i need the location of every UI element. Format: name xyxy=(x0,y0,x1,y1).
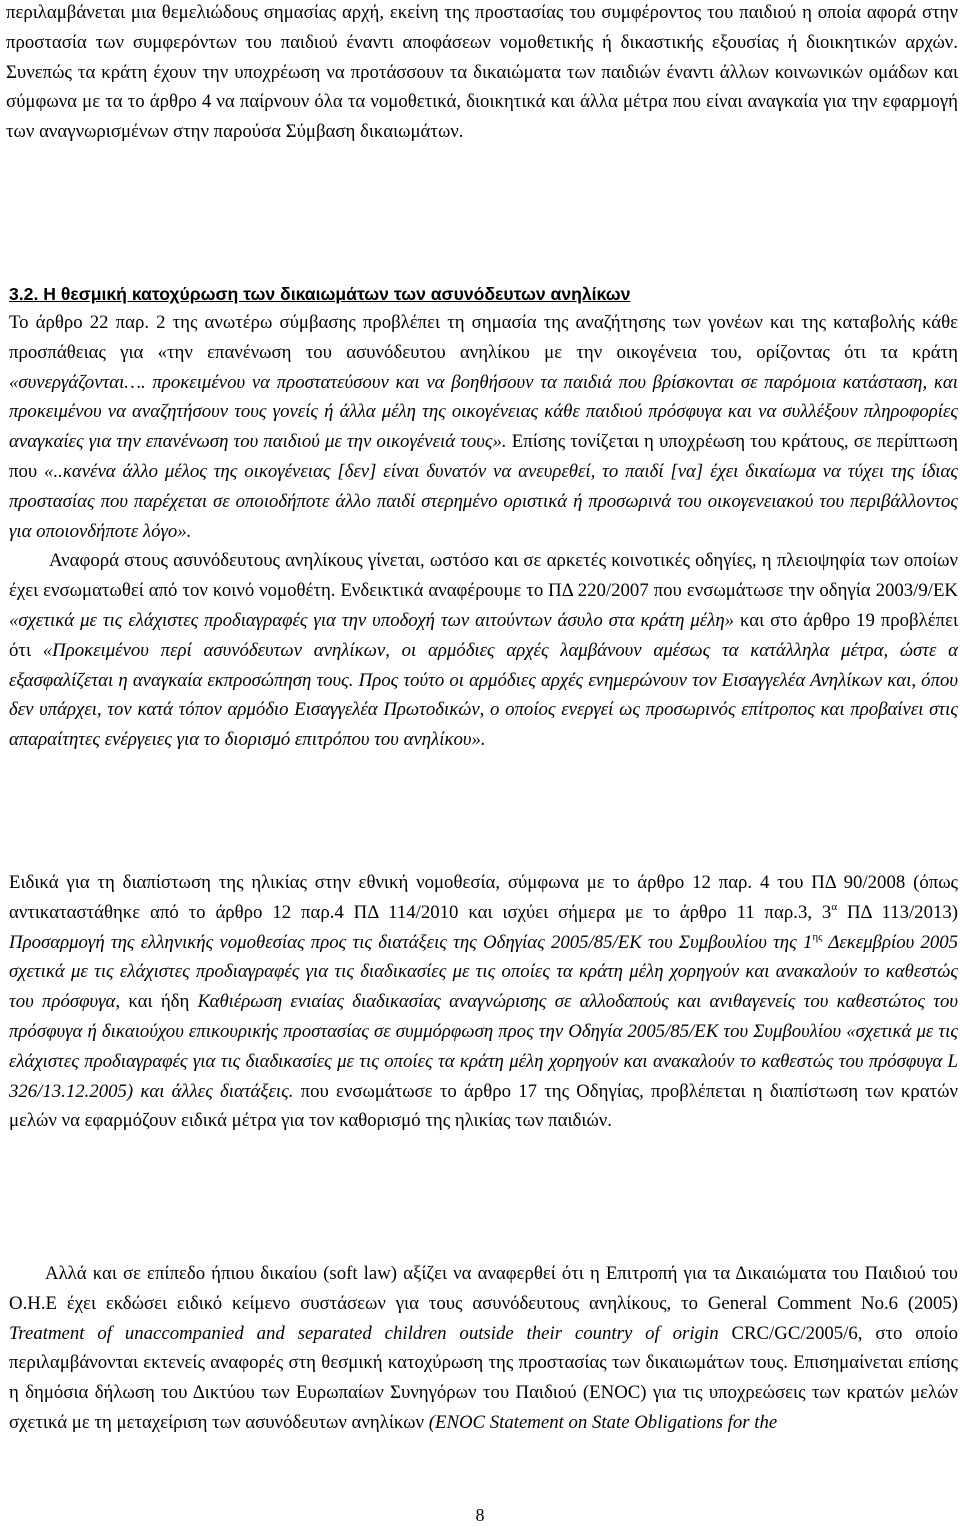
article-22-text: Το άρθρο 22 παρ. 2 της ανωτέρω σύμβασης προβλέπει τη σημασία της αναζήτησης των γονέων και της καταβολής κάθε προσπάθειας για «την επανένωση του ασυνόδευτου ανηλίκου με την οικογένεια του, ορίζοντας ότι τα κράτη xyxy=(9,312,958,363)
article-22-quote-2: «..κανένα άλλο μέλος της οικογένειας [δεν] είναι δυνατόν να ανευρεθεί, το παιδί [να] έχει δικαίωμα να τύχει της ίδιας προστασίας που παρέχεται σε οποιοδήποτε άλλο παιδί στερημένο οριστικά ή προσωρινά του οικογενειακού του περιβάλλοντος για οποιονδήποτε λόγο». xyxy=(9,460,958,542)
paragraph-article-22 xyxy=(9,308,958,755)
superscript-alpha: α xyxy=(831,900,838,913)
paragraph-soft-law xyxy=(9,1259,958,1438)
soft-law-text-2: CRC/GC/2005/6, στο οποίο περιλαμβάνονται εκτενείς αναφορές στη θεσμική κατοχύρωση της προστασίας των δικαιωμάτων τους. Επισημαίνεται επίσης η δημόσια δήλωση του Δικτύου των Ευρωπαίων Συνηγόρων του Παιδιού (ENOC) για τις υποχρεώσεις των κρατών μελών σχετικά με τη μεταχείριση των ασυνόδευτων ανηλίκων xyxy=(9,1322,958,1433)
pd-connector: και ήδη xyxy=(120,991,198,1013)
article-19-text: και στο άρθρο 19 προβλέπει ότι xyxy=(9,609,959,661)
article-19-quote: «Προκειμένου περί ασυνόδευτων ανηλίκων, οι αρμόδιες αρχές λαμβάνουν αμέσως τα κατάλληλα μέτρα, ώστε α εξασφαλίζεται η αναγκαία εκπροσώπηση τους. Προς τούτο οι αρμόδιες αρχές ενημερώνουν τον Εισαγγελέα Ανηλίκων και, όπου δεν υπάρχει, τον κατά τόπον αρμόδιο Εισαγγελέα Πρωτοδικών, ο οποίος ενεργεί ως προσωρινός επίτροπος και προβαίνει στις απαραίτητες ενέργειες για το διορισμό επιτρόπου του ανηλίκου». xyxy=(9,639,959,751)
paragraph-intro-text: περιλαμβάνεται μια θεμελιώδους σημασίας αρχή, εκείνη της προστασίας του συμφέροντος του παιδιού η οποία αφορά στην προστασία των συμφερόντων του παιδιού έναντι αποφάσεων νομοθετικής ή δικαστικής εξουσίας ή διοικητικών αρχών. Συνεπώς τα κράτη έχουν την υποχρέωση να προτάσσουν τα δικαιώματα των παιδιών έναντι άλλων κοινωνικών ομάδων και σύμφωνα με τα το άρθρο 4 να παίρνουν όλα τα νομοθετικά, διοικητικά και άλλα μέτρα που είναι αναγκαία για την εφαρμογή των αναγνωρισμένων στην παρούσα Σύμβαση δικαιωμάτων. xyxy=(6,2,958,143)
paragraph-age-assessment xyxy=(9,868,958,1136)
directives-text: Αναφορά στους ασυνόδευτους ανηλίκους γίνεται, ωστόσο και σε αρκετές κοινοτικές οδηγίες, η πλειοψηφία των οποίων έχει ενσωματωθεί από τον κοινό νομοθέτη. Ενδεικτικά αναφέρουμε το ΠΔ 220/2007 που ενσωμάτωσε την οδηγία 2003/9/ΕΚ xyxy=(9,550,958,602)
article-22-quote: «συνεργάζονται…. προκειμένου να προστατεύσουν και να βοηθήσουν τα παιδιά που βρίσκονται σε παρόμοια κατάσταση, και προκειμένου να αναζητήσουν τους γονείς ή άλλα μέλη της οικογένειας κάθε παιδιού πρόσφυγα και να συλλέξουν πληροφορίες αναγκαίες για την επανένωση του παιδιού με την οικογένειά τους». xyxy=(9,371,958,453)
article-17-text: που ενσωμάτωσε το άρθρο 17 της Οδηγίας, προβλέπεται η διαπίστωση των κρατών μελών να εφαρμόζουν ειδικά μέτρα για τον καθορισμό της ηλικίας των παιδιών. xyxy=(9,1080,958,1132)
enoc-statement-title: (ENOC Statement on State Obligations for the xyxy=(428,1411,778,1433)
page-number: 8 xyxy=(475,1505,485,1525)
section-heading: 3.2. Η θεσμική κατοχύρωση των δικαιωμάτων των ασυνόδευτων ανηλίκων xyxy=(9,284,631,304)
general-comment-title: Treatment of unaccompanied and separated children outside their country of origin xyxy=(9,1322,719,1344)
pd-title: Προσαρμογή της ελληνικής νομοθεσίας προς τις διατάξεις της Οδηγίας 2005/85/ΕΚ του Συμβουλίου της 1 xyxy=(9,931,813,953)
paragraph-intro xyxy=(6,0,958,147)
directive-title: «σχετικά με τις ελάχιστες προδιαγραφές για την υποδοχή των αιτούντων άσυλο στα κράτη μέλη» xyxy=(9,609,735,631)
pd-title-cont: Δεκεμβρίου 2005 σχετικά με τις ελάχιστες προδιαγραφές για τις διαδικασίες με τις οποίες τα κράτη μέλη χορηγούν και ανακαλούν το καθεστώς του πρόσφυγα, xyxy=(9,931,959,1013)
superscript-is: ης xyxy=(812,930,823,943)
directives-paragraph xyxy=(9,546,958,755)
age-assessment-text: Ειδικά για τη διαπίστωση της ηλικίας στην εθνική νομοθεσία, σύμφωνα με το άρθρο 12 παρ. 4 του ΠΔ 90/2008 (όπως αντικαταστάθηκε από το άρθρο 12 παρ.4 ΠΔ 114/2010 και ισχύει σήμερα με το άρθρο 11 παρ.3, 3 xyxy=(9,872,958,923)
pd-reference: ΠΔ 113/2013) xyxy=(837,901,958,923)
pd-title-2: Καθιέρωση ενιαίας διαδικασίας αναγνώρισης σε αλλοδαπούς και ανιθαγενείς του καθεστώτος του πρόσφυγα ή δικαιούχου επικουρικής προστασίας σε συμμόρφωση προς την Οδηγία 2005/85/ΕΚ του Συμβουλίου «σχετικά με τις ελάχιστες προδιαγραφές για τις διαδικασίες με τις οποίες τα κράτη μέλη χορηγούν και ανακαλούν το καθεστώς του πρόσφυγα L 326/13.12.2005) και άλλες διατάξεις. xyxy=(9,991,958,1102)
soft-law-text: Αλλά και σε επίπεδο ήπιου δικαίου (soft law) αξίζει να αναφερθεί ότι η Επιτροπή για τα Δικαιώματα του Παιδιού του Ο.Η.Ε έχει εκδώσει ειδικό κείμενο συστάσεων για τους ασυνόδευτους ανηλίκους, το General Comment No.6 (2005) xyxy=(9,1263,958,1314)
article-22-emphasis-text: Επίσης τονίζεται η υποχρέωση του κράτους, σε περίπτωση που xyxy=(9,431,958,482)
